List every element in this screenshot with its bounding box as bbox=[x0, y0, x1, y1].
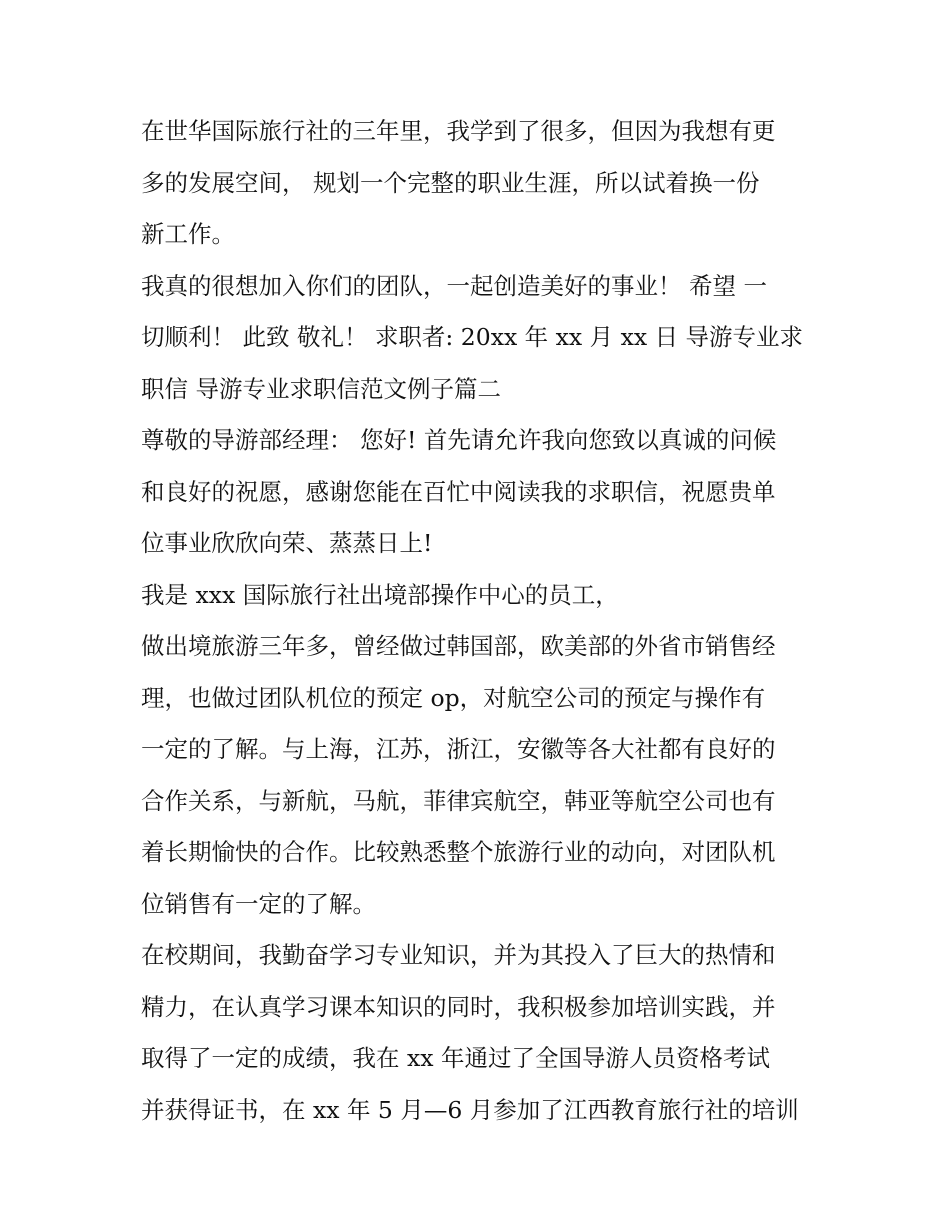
text-line: 一定的了解。与上海，江苏，浙江，安徽等各大社都有良好的 bbox=[141, 735, 776, 763]
text-line: 着长期愉快的合作。比较熟悉整个旅游行业的动向，对团队机 bbox=[141, 838, 776, 866]
text-line: 在世华国际旅行社的三年里，我学到了很多，但因为我想有更 bbox=[141, 117, 776, 145]
text-line: 位事业欣欣向荣、蒸蒸日上! bbox=[141, 529, 433, 557]
text-line: 我真的很想加入你们的团队，一起创造美好的事业！ 希望 一 bbox=[141, 271, 767, 300]
text-line: 合作关系，与新航，马航，菲律宾航空，韩亚等航空公司也有 bbox=[141, 786, 776, 815]
text-line: 新工作。 bbox=[141, 220, 235, 248]
text-line: 切顺利！ 此致 敬礼！ 求职者: 20xx 年 xx 月 xx 日 导游专业求 bbox=[141, 323, 804, 351]
text-line: 职信 导游专业求职信范文例子篇二 bbox=[141, 374, 501, 403]
body-text bbox=[141, 106, 821, 1136]
text-line: 多的发展空间， 规划一个完整的职业生涯，所以试着换一份 bbox=[141, 168, 760, 197]
text-line: 理，也做过团队机位的预定 op，对航空公司的预定与操作有 bbox=[141, 683, 766, 712]
text-line: 做出境旅游三年多，曾经做过韩国部，欧美部的外省市销售经 bbox=[141, 632, 776, 660]
text-line: 和良好的祝愿，感谢您能在百忙中阅读我的求职信，祝愿贵单 bbox=[141, 477, 776, 506]
text-line: 在校期间，我勤奋学习专业知识，并为其投入了巨大的热情和 bbox=[141, 941, 776, 969]
text-line: 尊敬的导游部经理： 您好! 首先请允许我向您致以真诚的问候 bbox=[141, 426, 777, 454]
text-line: 我是 xxx 国际旅行社出境部操作中心的员工， bbox=[141, 580, 619, 609]
text-line: 精力，在认真学习课本知识的同时，我积极参加培训实践，并 bbox=[141, 992, 776, 1021]
text-line: 取得了一定的成绩，我在 xx 年通过了全国导游人员资格考试 bbox=[141, 1044, 770, 1072]
text-line: 位销售有一定的了解。 bbox=[141, 889, 376, 918]
text-line: 并获得证书，在 xx 年 5 月—6 月参加了江西教育旅行社的培训 bbox=[141, 1095, 799, 1124]
